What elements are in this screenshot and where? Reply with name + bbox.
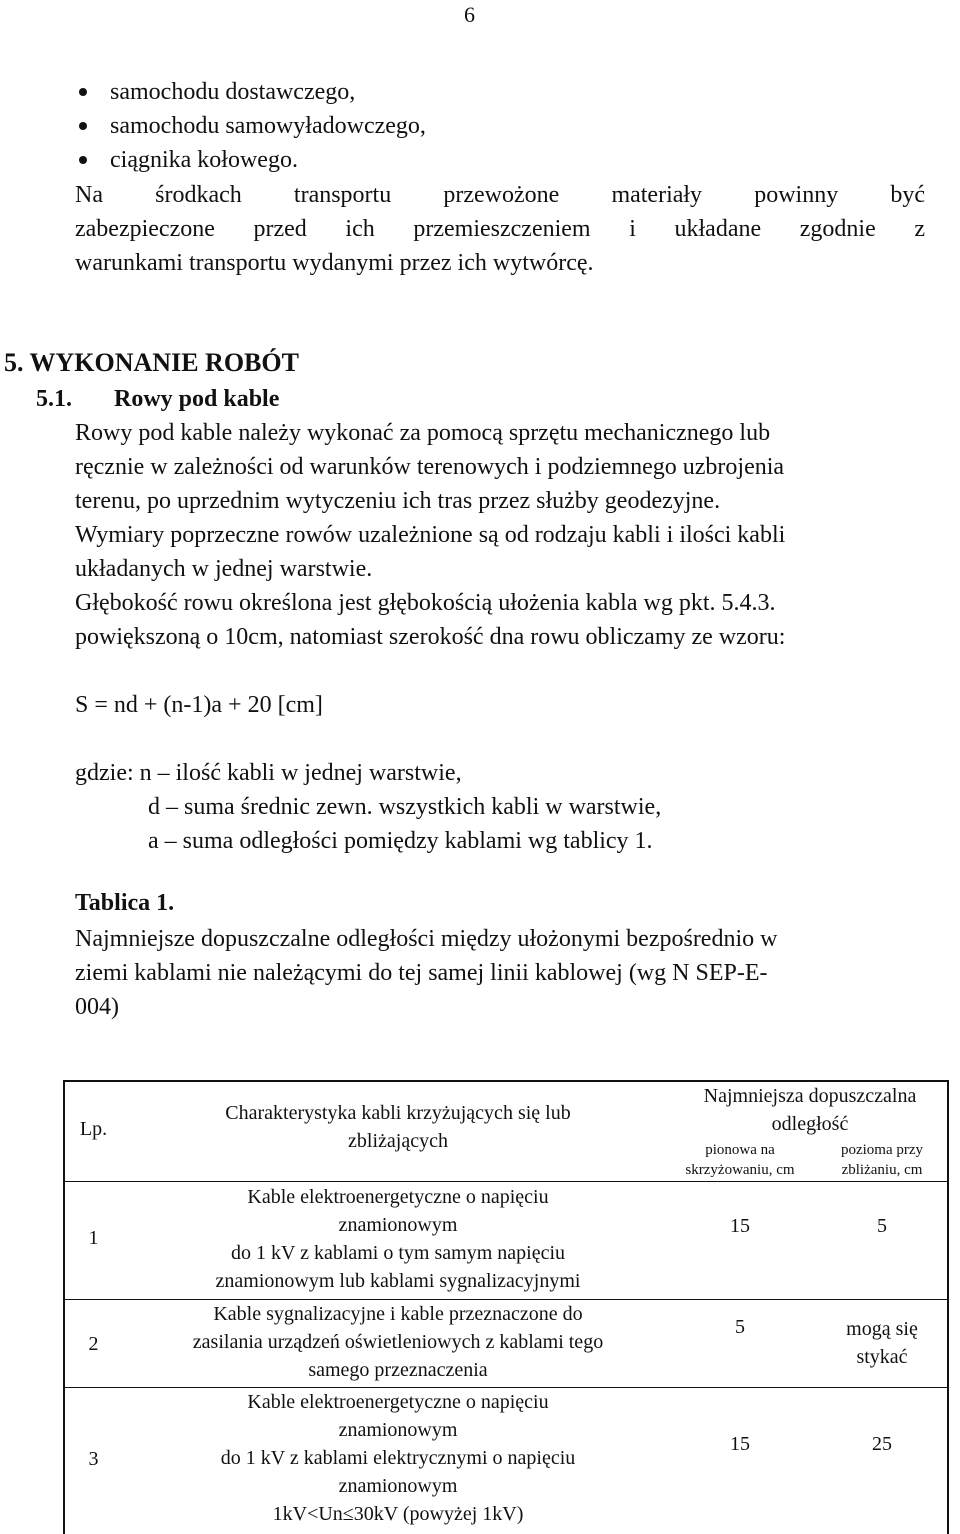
row-description: Kable elektroenergetyczne o napięciu znamionowym do 1 kV z kablami elektrycznymi o napięciu znamionowym 1kV<Un≤30kV (powyżej 1kV) bbox=[220, 1391, 576, 1525]
text-line: 004) bbox=[75, 994, 119, 1020]
header-description: Charakterystyka kabli krzyżujących się lub zbliżających bbox=[225, 1102, 571, 1152]
legend-line: gdzie: n – ilość kabli w jednej warstwie, bbox=[75, 760, 462, 786]
bullet-icon bbox=[79, 122, 87, 130]
header-lp: Lp. bbox=[79, 1118, 108, 1140]
row-vertical: 15 bbox=[730, 1433, 750, 1455]
row-vertical: 15 bbox=[730, 1215, 750, 1237]
section-body bbox=[75, 416, 927, 654]
subsection-number: 5.1. bbox=[36, 386, 72, 412]
table-title: Tablica 1. bbox=[75, 890, 175, 916]
row-description: Kable sygnalizacyjne i kable przeznaczone do zasilania urządzeń oświetleniowych z kablami tego samego przeznaczenia bbox=[192, 1303, 604, 1381]
row-lp: 2 bbox=[88, 1333, 99, 1355]
header-horizontal: pozioma przy zbliżaniu, cm bbox=[840, 1142, 924, 1178]
bullet-list bbox=[72, 75, 426, 177]
legend-line: d – suma średnic zewn. wszystkich kabli w warstwie, bbox=[148, 794, 662, 820]
row-lp: 1 bbox=[88, 1227, 99, 1249]
text-line: Rowy pod kable należy wykonać za pomocą sprzętu mechanicznego lub bbox=[75, 420, 771, 446]
bullet-icon bbox=[79, 88, 87, 96]
page-number: 6 bbox=[464, 2, 475, 27]
subsection-title: Rowy pod kable bbox=[114, 386, 280, 412]
list-item: samochodu dostawczego, bbox=[72, 75, 426, 109]
text-line: ziemi kablami nie należącymi do tej samej linii kablowej (wg N SEP-E- bbox=[75, 960, 768, 986]
row-vertical: 5 bbox=[735, 1316, 745, 1338]
intro-paragraph bbox=[75, 178, 925, 280]
formula-legend bbox=[75, 756, 661, 858]
row-horizontal: 25 bbox=[872, 1433, 892, 1455]
formula: S = nd + (n-1)a + 20 [cm] bbox=[75, 692, 323, 718]
row-description: Kable elektroenergetyczne o napięciu znamionowym do 1 kV z kablami o tym samym napięciu znamionowym lub kablami sygnalizacyjnymi bbox=[215, 1186, 581, 1292]
section-heading: 5. WYKONANIE ROBÓT bbox=[4, 348, 299, 377]
text-line: Na środkach transportu przewożone materiały powinny być bbox=[75, 182, 925, 208]
table-rule bbox=[63, 1181, 949, 1182]
header-vertical: pionowa na skrzyżowaniu, cm bbox=[685, 1142, 795, 1178]
text-line: ręcznie w zależności od warunków terenowych i podziemnego uzbrojenia bbox=[75, 454, 785, 480]
header-distance: Najmniejsza dopuszczalna odległość bbox=[703, 1085, 917, 1135]
text-line: Głębokość rowu określona jest głębokością ułożenia kabla wg pkt. 5.4.3. bbox=[75, 590, 776, 616]
text-line: powiększoną o 10cm, natomiast szerokość dna rowu obliczamy ze wzoru: bbox=[75, 624, 786, 650]
legend-line: a – suma odległości pomiędzy kablami wg tablicy 1. bbox=[148, 828, 653, 854]
bullet-icon bbox=[79, 156, 87, 164]
row-horizontal: mogą się stykać bbox=[846, 1318, 918, 1368]
list-item: ciągnika kołowego. bbox=[72, 143, 426, 177]
row-lp: 3 bbox=[88, 1448, 99, 1470]
table-caption bbox=[75, 922, 927, 1024]
text-line: zabezpieczone przed ich przemieszczeniem i układane zgodnie z bbox=[75, 216, 925, 242]
subsection-heading bbox=[36, 382, 279, 416]
text-line: układanych w jednej warstwie. bbox=[75, 556, 373, 582]
text-line: Najmniejsze dopuszczalne odległości między ułożonymi bezpośrednio w bbox=[75, 926, 778, 952]
text-line: Wymiary poprzeczne rowów uzależnione są od rodzaju kabli i ilości kabli bbox=[75, 522, 786, 548]
text-line: warunkami transportu wydanymi przez ich wytwórcę. bbox=[75, 250, 594, 276]
text-line: terenu, po uprzednim wytyczeniu ich tras przez służby geodezyjne. bbox=[75, 488, 721, 514]
list-item: samochodu samowyładowczego, bbox=[72, 109, 426, 143]
row-horizontal: 5 bbox=[877, 1215, 887, 1237]
